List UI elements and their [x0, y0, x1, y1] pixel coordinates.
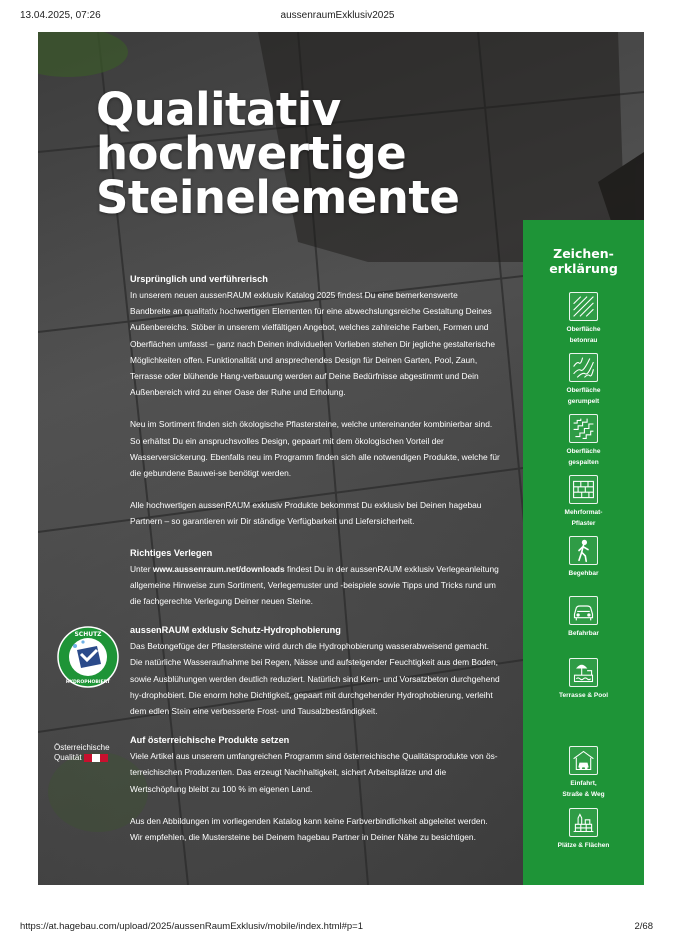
legend-item-multiformat [523, 475, 644, 529]
legend-item-drivable [523, 596, 644, 640]
legend-title [523, 246, 644, 276]
hydrophobic-protection-badge [57, 626, 119, 688]
quality-line-2 [54, 753, 110, 763]
legend-item-squares [523, 808, 644, 852]
legend-item-walkable [523, 536, 644, 580]
badge-top-text: SCHUTZ [74, 631, 102, 638]
section-heading-origin: Ursprünglich und verführerisch [130, 274, 268, 284]
laying-text-post: findest Du in der aussenRAUM exklusiv Verlegeanleitung allgemeine Hinweise zum Sortiment, Verlegemuster und -beispiele sowie Tipps und Tricks rund um die fachgerechte Verlegung Deiner neuen Steine. [130, 563, 499, 607]
legend-label: Begehbar [568, 570, 599, 577]
section-austrian-p1: Viele Artikel aus unserem umfangreichen Programm sind österreichische Qualitätsprodukte von ös-terreichischen Produzenten. Das erzeugt Nachhaltigkeit, sichert Arbeitsplätze und die Wertschöpfung bleibt zu 100 % im eigenen Land. [130, 751, 498, 794]
print-header [0, 10, 675, 24]
quality-text: Qualität [54, 753, 82, 762]
texture-concrete-icon [569, 292, 598, 321]
print-datetime: 13.04.2025, 07:26 [20, 10, 101, 21]
section-heading-austrian: Auf österreichische Produkte setzen [130, 735, 290, 746]
multi-format-icon [569, 475, 598, 504]
austrian-quality-label [54, 743, 110, 763]
legend-title-line-1: Zeichen- [553, 246, 614, 261]
squares-icon [569, 808, 598, 837]
title-line-3: Steinelemente [96, 171, 460, 224]
driveway-icon [569, 746, 598, 775]
print-url: https://at.hagebau.com/upload/2025/aussenRaumExklusiv/mobile/index.html#p=1 [20, 921, 364, 932]
legend-label: Oberfläche betonrau [566, 326, 601, 344]
section-hydrophobic-p: Das Betongefüge der Pflastersteine wird durch die Hydrophobierung wasserabweisend gemacht. Die natürliche Wasseraufnahme bei Regen, Nässe und aufsteigender Feuchtigkeit aus dem Boden, sowie Ausblühungen werden deutlich reduziert. Natürlich sind Kern- und Vorsatzbeton durchgehend hy-drophobiert. Die enorm hohe Dichtigkeit, gepaart mit durchgehender Hydrophobierung, verleiht dem edlen Stein eine verbesserte Frost- und Tausalzbeständigkeit. [130, 641, 500, 717]
print-doc-title: aussenraumExklusiv2025 [280, 10, 395, 21]
legend-label: Befahrbar [568, 630, 599, 637]
legend-label: Mehrformat- Pflaster [564, 509, 603, 527]
legend-panel [523, 220, 644, 885]
title-line-2: hochwertige [96, 127, 407, 180]
print-page-number: 2/68 [634, 921, 653, 932]
terrace-pool-icon [569, 658, 598, 687]
section-origin-p2: Neu im Sortiment finden sich ökologische Pflastersteine, welche untereinander kombinierbar sind. So erhältst Du ein anspruchsvolles Design, gepaart mit dem ökologischen Vorteil der Wasserversickerung. Ebenfalls neu im Programm finden sich alle notwendigen Produkte, welche für die gebundene Bauwei-se benötigt werden. [130, 419, 500, 479]
section-heading-laying: Richtiges Verlegen [130, 547, 213, 558]
texture-tumbled-icon [569, 353, 598, 382]
section-heading-hydrophobic: aussenRAUM exklusiv Schutz-Hydrophobierung [130, 625, 341, 636]
legend-label: Plätze & Flächen [557, 842, 610, 849]
body-text [130, 272, 500, 861]
car-icon [569, 596, 598, 625]
austrian-flag-icon [84, 754, 108, 762]
legend-item-split [523, 414, 644, 468]
quality-line-1: Österreichische [54, 743, 110, 752]
section-laying-p [130, 561, 500, 610]
legend-item-terrace [523, 658, 644, 702]
pedestrian-icon [569, 536, 598, 565]
badge-bottom-text: HYDROPHOBIERT [65, 680, 111, 685]
legend-label: Einfahrt, Straße & Weg [562, 780, 605, 798]
page-title [96, 83, 476, 224]
legend-title-line-2: erklärung [549, 261, 618, 276]
legend-item-driveway [523, 746, 644, 800]
section-austrian-p2: Aus den Abbildungen im vorliegenden Katalog kann keine Farbverbindlichkeit abgeleitet werden. Wir empfehlen, die Mustersteine bei Deinem hagebau Partner in Deiner Nähe zu besichtigen. [130, 815, 488, 843]
texture-split-icon [569, 414, 598, 443]
section-origin-p3: Alle hochwertigen aussenRAUM exklusiv Produkte bekommst Du exklusiv bei Deinen hagebau Partnern – so garantieren wir Dir ständige Verfügbarkeit und Liefersicherheit. [130, 500, 482, 527]
legend-label: Oberfläche gespalten [566, 448, 601, 466]
title-line-1: Qualitativ [96, 83, 341, 136]
legend-item-tumbled [523, 353, 644, 407]
laying-text-pre: Unter [130, 563, 153, 574]
legend-label: Oberfläche gerumpelt [566, 387, 601, 405]
downloads-link[interactable]: www.aussenraum.net/downloads [152, 563, 285, 574]
legend-label: Terrasse & Pool [558, 692, 608, 699]
catalog-page [38, 32, 644, 885]
legend-item-concrete [523, 292, 644, 346]
section-origin-p1: In unserem neuen aussenRAUM exklusiv Katalog 2025 findest Du eine bemerkenswerte Bandbreite an qualitativ hochwertigen Elementen für eine abwechslungsreiche Gestaltung Deines Außenbereichs. Stöber in unserem vielfältigen Angebot, welches zahlreiche Farben, Formen und Oberflächen umfasst – ganz nach Deinen individuellen Vorlieben stehen Dir jegliche gestalterische Möglichkeiten offen. Funktionalität und ansprechendes Design für Deinen Garten, Pool, Zaun, Terrasse oder blühende Hang-verbauung werden auf Deine Bedürfnisse abgestimmt und Dein Außenbereich wird zu einer Oase der Ruhe und Erholung. [130, 290, 495, 398]
print-footer [0, 921, 675, 935]
